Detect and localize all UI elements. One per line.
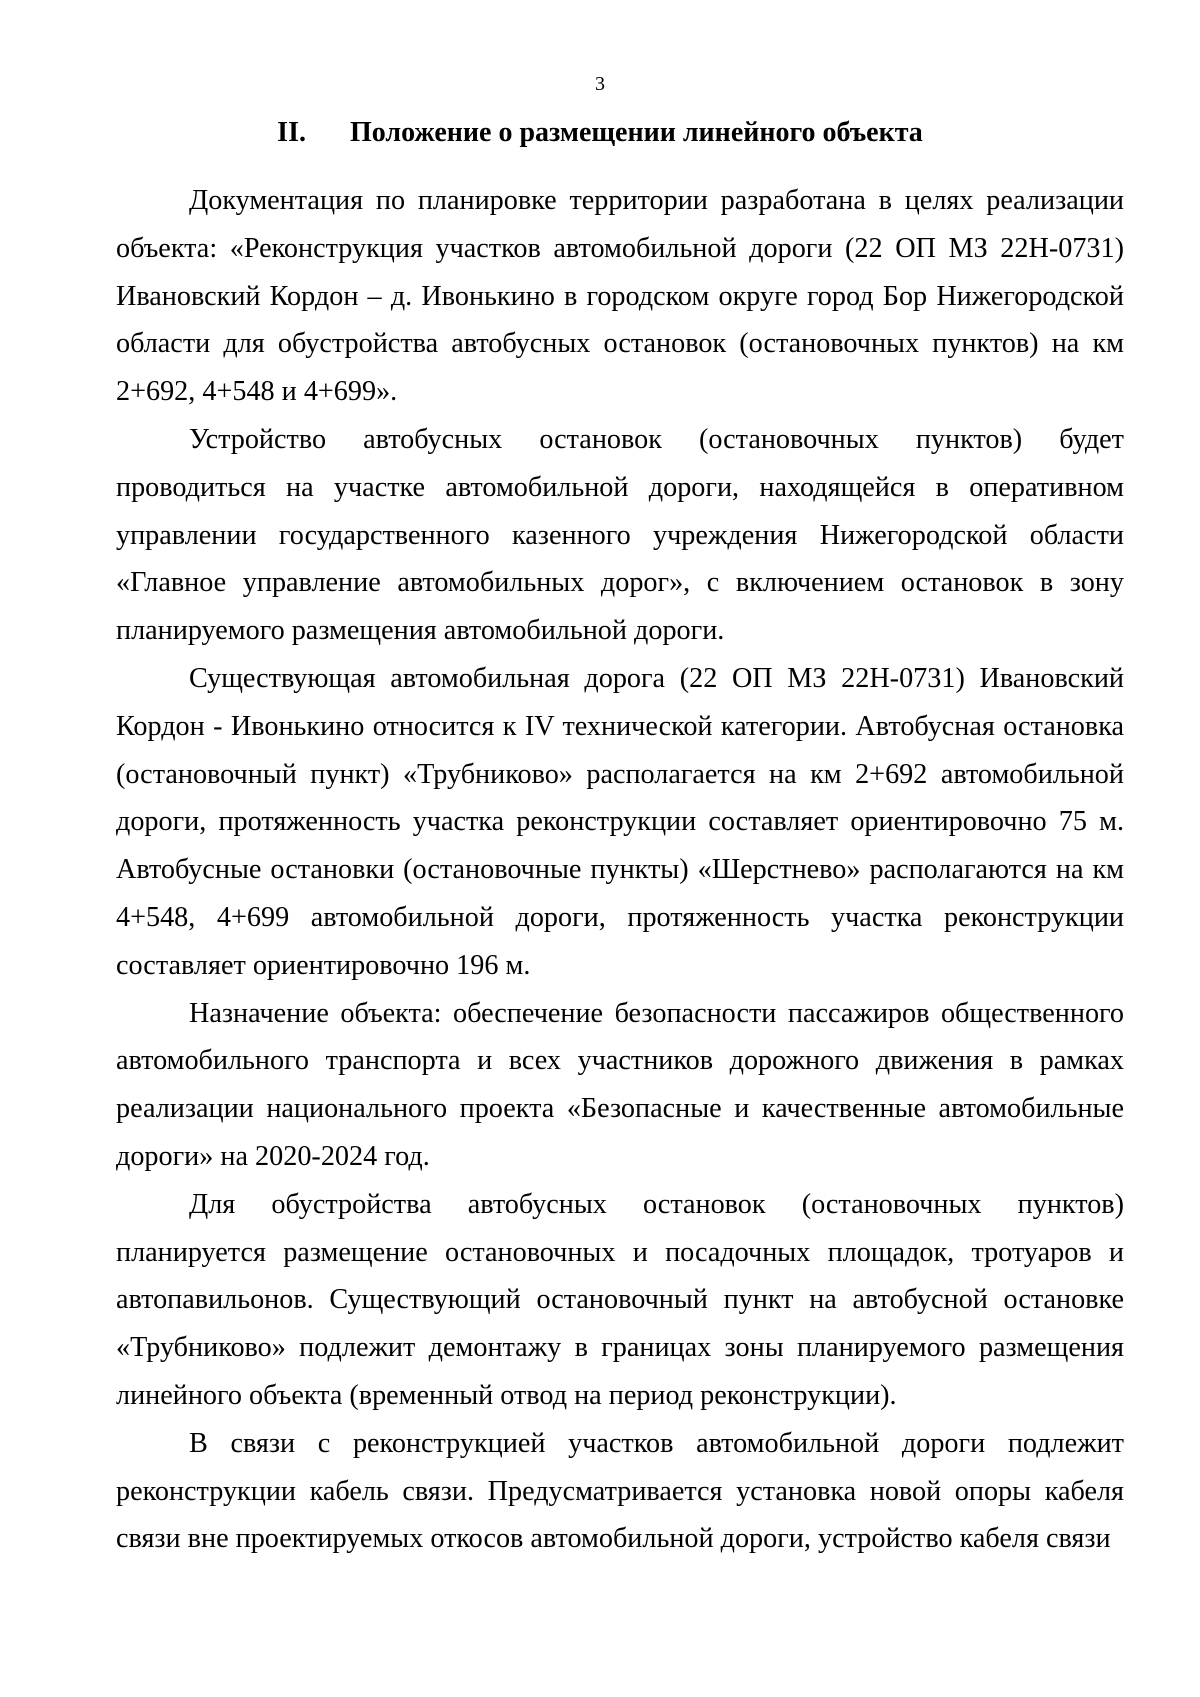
paragraph-purpose: Документация по планировке территории разработана в целях реализации объекта: «Реконструкция участков автомобильной дороги (22 ОП МЗ 22Н-0731) Ивановский Кордон – д. Ивонькино в городском округе город Бор Нижегородской области для обустройства автобусных остановок (остановочных пунктов) на км 2+692, 4+548 и 4+699». — [116, 185, 1124, 408]
page-number: 3 — [595, 73, 605, 95]
paragraph-existing-road: Существующая автомобильная дорога (22 ОП МЗ 22Н-0731) Ивановский Кордон - Ивонькино относится к IV технической категории. Автобусная остановка (остановочный пункт) «Трубниково» располагается на км 2+692 автомобильной дороги, протяженность участка реконструкции составляет ориентировочно 75 м. Автобусные остановки (остановочные пункты) «Шерстнево» располагаются на км 4+548, 4+699 автомобильной дороги, протяженность участка реконструкции составляет ориентировочно 196 м. — [116, 662, 1124, 981]
section-number: II. — [277, 117, 306, 148]
paragraph-arrangement: Для обустройства автобусных остановок (остановочных пунктов) планируется размещение остановочных и посадочных площадок, тротуаров и автопавильонов. Существующий остановочный пункт на автобусной остановке «Трубниково» подлежит демонтажу в границах зоны планируемого размещения линейного объекта (временный отвод на период реконструкции). — [116, 1188, 1124, 1411]
section-title: Положение о размещении линейного объекта — [349, 117, 923, 148]
paragraph-object-purpose: Назначение объекта: обеспечение безопасности пассажиров общественного автомобильного транспорта и всех участников дорожного движения в рамках реализации национального проекта «Безопасные и качественные автомобильные дороги» на 2020-2024 год. — [116, 997, 1124, 1172]
section-heading — [0, 116, 1200, 150]
paragraph-communication-cable: В связи с реконструкцией участков автомобильной дороги подлежит реконструкции кабель связи. Предусматривается установка новой опоры кабеля связи вне проектируемых откосов автомобильной дороги, устройство кабеля связи — [116, 1427, 1124, 1555]
body-text — [116, 177, 1124, 1563]
paragraph-bus-stops: Устройство автобусных остановок (остановочных пунктов) будет проводиться на участке автомобильной дороги, находящейся в оперативном управлении государственного казенного учреждения Нижегородской области «Главное управление автомобильных дорог», с включением остановок в зону планируемого размещения автомобильной дороги. — [116, 423, 1124, 647]
